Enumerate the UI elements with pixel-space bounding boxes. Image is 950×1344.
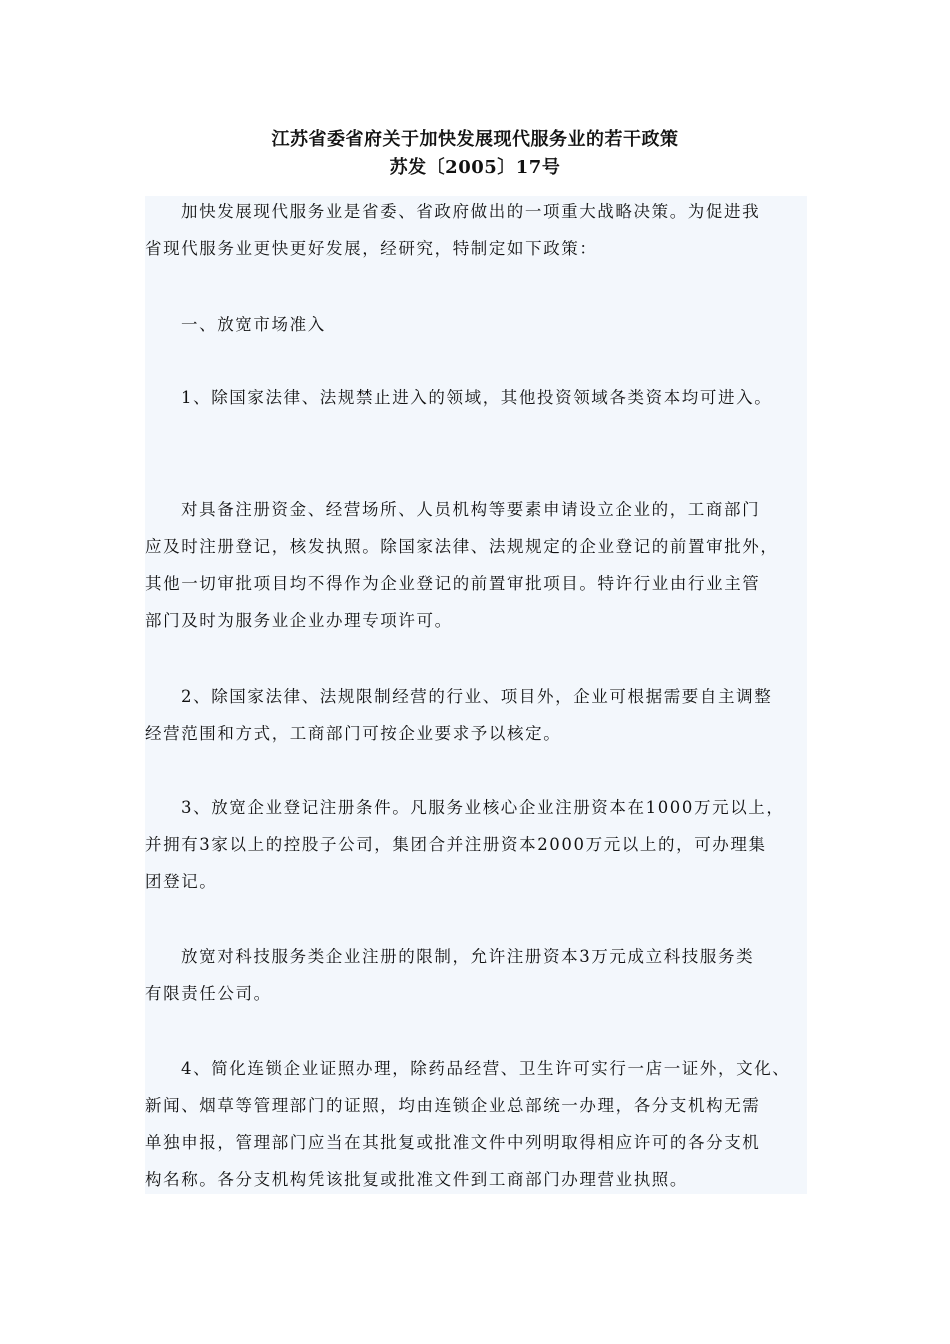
document-title: 江苏省委省府关于加快发展现代服务业的若干政策	[271, 129, 679, 150]
clause-4-line-1: 4、简化连锁企业证照办理，除药品经营、卫生许可实行一店一证外，文化、	[181, 1059, 791, 1078]
clause-2-line-2: 经营范围和方式，工商部门可按企业要求予以核定。	[145, 724, 562, 743]
clause-1b-line-1: 对具备注册资金、经营场所、人员机构等要素申请设立企业的，工商部门	[181, 500, 761, 519]
clause-1-line-1: 1、除国家法律、法规禁止进入的领域，其他投资领域各类资本均可进入。	[181, 388, 773, 407]
clause-1b-line-3: 其他一切审批项目均不得作为企业登记的前置审批项目。特许行业由行业主管	[145, 574, 761, 593]
clause-4-line-2: 新闻、烟草等管理部门的证照，均由连锁企业总部统一办理，各分支机构无需	[145, 1096, 761, 1115]
intro-line-1: 加快发展现代服务业是省委、省政府做出的一项重大战略决策。为促进我	[181, 202, 761, 221]
clause-4-line-4: 构名称。各分支机构凭该批复或批准文件到工商部门办理营业执照。	[145, 1170, 688, 1189]
intro-line-2: 省现代服务业更快更好发展，经研究，特制定如下政策：	[145, 239, 598, 258]
clause-3-line-1: 3、放宽企业登记注册条件。凡服务业核心企业注册资本在1000万元以上，	[181, 798, 785, 817]
clause-1b-line-2: 应及时注册登记，核发执照。除国家法律、法规规定的企业登记的前置审批外，	[145, 537, 779, 556]
clause-3-line-3: 团登记。	[145, 872, 218, 891]
clause-4-line-3: 单独申报，管理部门应当在其批复或批准文件中列明取得相应许可的各分支机	[145, 1133, 761, 1152]
clause-3b-line-1: 放宽对科技服务类企业注册的限制，允许注册资本3万元成立科技服务类	[181, 947, 755, 966]
document-number: 苏发〔2005〕17号	[389, 157, 561, 178]
clause-3b-line-2: 有限责任公司。	[145, 984, 272, 1003]
clause-1b-line-4: 部门及时为服务业企业办理专项许可。	[145, 611, 453, 630]
clause-2-line-1: 2、除国家法律、法规限制经营的行业、项目外，企业可根据需要自主调整	[181, 687, 773, 706]
clause-3-line-2: 并拥有3家以上的控股子公司，集团合并注册资本2000万元以上的，可办理集	[145, 835, 767, 854]
section-heading: 一、放宽市场准入	[181, 315, 326, 334]
